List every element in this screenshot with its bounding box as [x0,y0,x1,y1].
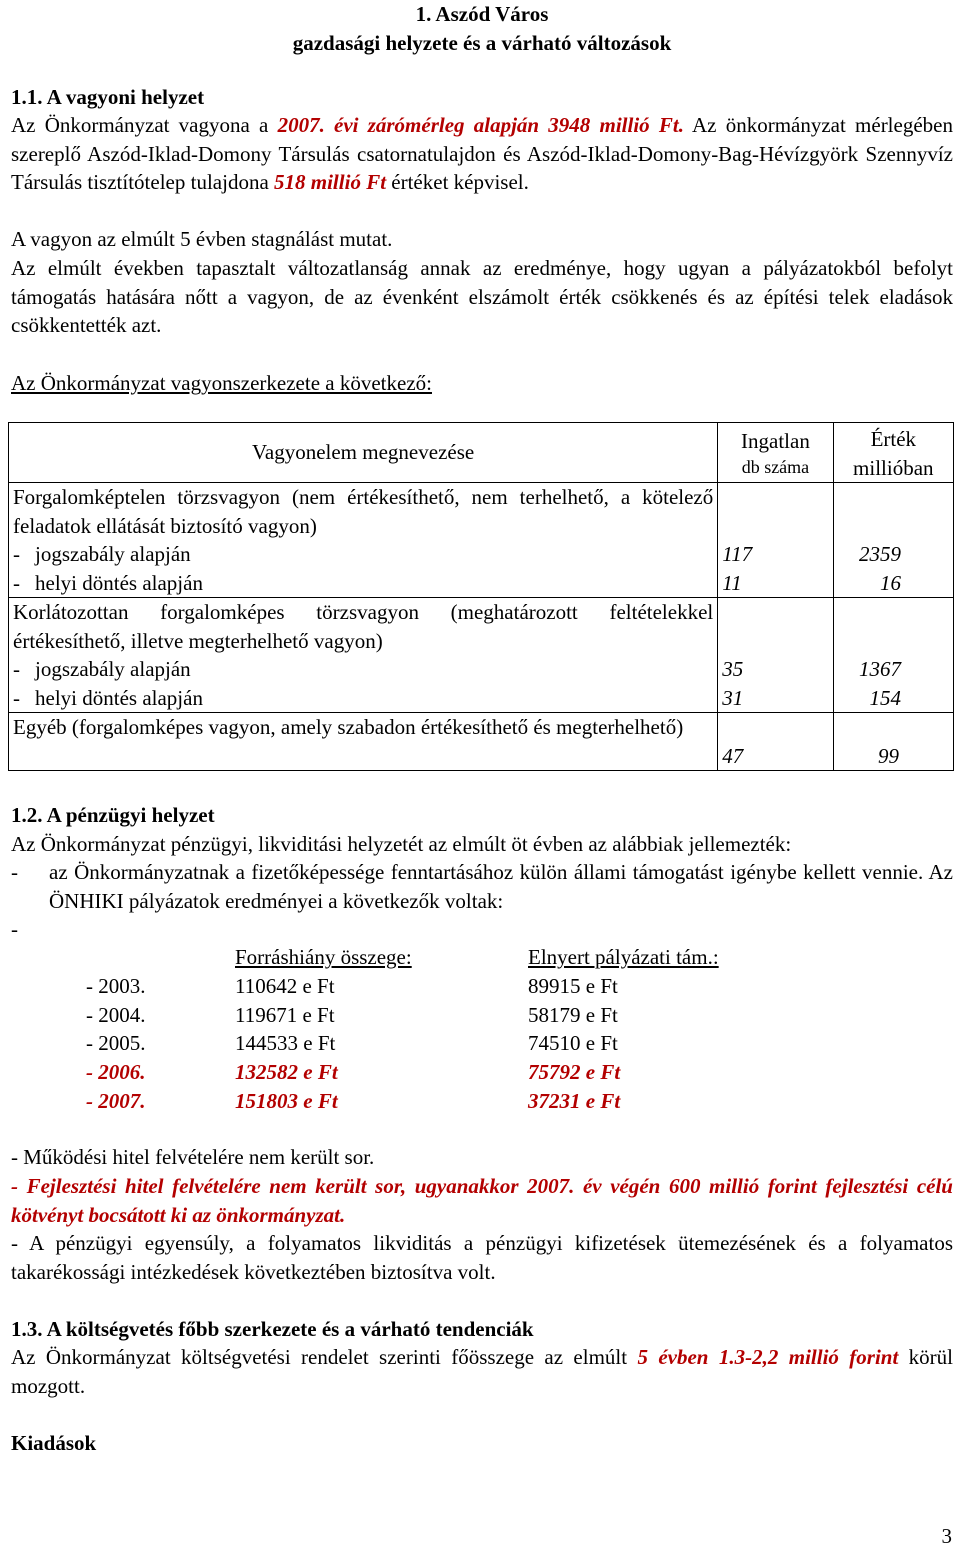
financial-intro: Az Önkormányzat pénzügyi, likviditási helyzetét az elmúlt öt évben az alábbiak jellemezték: [11,832,792,856]
asset-structure-table [8,422,954,771]
expenditures-heading: Kiadások [11,1431,97,1455]
title-line-2: gazdasági helyzete és a várható változások [292,30,672,55]
stagnation-sentence: A vagyon az elmúlt 5 évben stagnálást mutat. [11,227,393,251]
association-assets-highlight: 518 millió Ft [274,170,387,194]
section-1-3-heading: 1.3. A költségvetés főbb szerkezete és a várható tendenciák [11,1317,534,1341]
count-value: 11 [722,570,742,595]
grant-value: 37231 e Ft [528,1088,621,1113]
header-property-count: Ingatlan db száma [718,423,833,483]
onhiki-row [11,1001,953,1029]
row-description: Forgalomképtelen törzsvagyon (nem értékesíthető, nem terhelhető, a kötelező feladatok ellátását biztosító vagyon) [13,485,714,538]
onhiki-row [11,1029,953,1057]
table-row [9,483,954,598]
grant-value: 74510 e Ft [528,1031,618,1056]
count-value: 35 [722,657,744,681]
grant-column-header: Elnyert pályázati tám.: [528,945,719,969]
year-label: - 2004. [86,1002,146,1027]
shortfall-value: 144533 e Ft [235,1031,336,1056]
note-development-bond: - Fejlesztési hitel felvételére nem került sor, ugyanakkor 2007. év végén 600 millió forint fejlesztési célú kötvényt bocsátott ki az önkormányzat. [11,1174,953,1227]
bullet-dash: - [11,917,18,941]
onhiki-row [11,1058,953,1086]
count-value: 31 [722,685,744,710]
value-millions: 99 [878,743,899,768]
budget-paragraph: Az Önkormányzat költségvetési rendelet szerinti főösszege az elmúlt 5 évben 1.3-2,2 millió forint körül mozgott. [11,1345,953,1398]
header-value: Érték millióban [833,423,953,483]
budget-range-highlight: 5 évben 1.3-2,2 millió forint [637,1345,899,1369]
page-number: 3 [941,1524,952,1548]
row-description: Egyéb (forgalomképes vagyon, amely szabadon értékesíthető és megterhelhető) [13,715,684,739]
value-millions: 16 [880,570,901,595]
total-assets-highlight: 2007. évi zárómérleg alapján 3948 millió Ft. [277,113,684,137]
grant-value: 58179 e Ft [528,1002,618,1027]
onhiki-row [11,1087,953,1115]
title-line-1: 1. Aszód Város [415,2,549,26]
note-financial-balance: - A pénzügyi egyensúly, a folyamatos likviditás a pénzügyi kifizetések ütemezésének és a folyamatos takarékossági intézkedések következtében biztosítva volt. [11,1231,953,1284]
section-1-1-heading: 1.1. A vagyoni helyzet [11,85,205,109]
structure-label: Az Önkormányzat vagyonszerkezete a következő: [11,371,432,395]
value-millions: 154 [869,685,901,710]
note-operating-loan: - Működési hitel felvételére nem került sor. [11,1145,375,1169]
value-millions: 1367 [859,657,901,681]
assets-paragraph: Az Önkormányzat vagyona a 2007. évi zárómérleg alapján 3948 millió Ft. Az önkormányzat mérlegében szereplő Aszód-Iklad-Domony Társulás csatornatulajdon és Aszód-Iklad-Domony-Bag-Hévízgyörk Szennyvíz Társulás tisztítótelep tulajdona 518 millió Ft értéket képvisel. [11,113,953,194]
header-asset-name: Vagyonelem megnevezése [9,423,718,483]
bullet-state-support: - az Önkormányzatnak a fizetőképessége fenntartásához külön állami támogatást igénybe kellett vennie. Az ÖNHIKI pályázatok eredményei a következők voltak: [11,860,953,913]
table-row [9,713,954,771]
table-header-row [9,423,954,483]
year-label: - 2007. [86,1088,146,1113]
grant-value: 75792 e Ft [528,1060,621,1085]
value-millions: 2359 [859,542,901,566]
list-item: - jogszabály alapján [13,542,191,566]
shortfall-value: 110642 e Ft [235,974,335,998]
shortfall-column-header: Forráshiány összege: [235,945,412,969]
count-value: 47 [722,743,744,768]
onhiki-row [11,972,953,1000]
year-label: - 2006. [86,1060,146,1085]
shortfall-value: 151803 e Ft [235,1088,338,1113]
list-item: - jogszabály alapján [13,657,191,681]
shortfall-value: 119671 e Ft [235,1002,335,1027]
document-title [11,0,953,57]
list-item: - helyi döntés alapján [13,685,203,710]
shortfall-value: 132582 e Ft [235,1060,338,1085]
year-label: - 2003. [86,974,146,998]
explanation-paragraph: Az elmúlt években tapasztalt változatlanság annak az eredménye, hogy ugyan a pályázatokból befolyt támogatás hatására nőtt a vagyon, de az évenként elszámolt érték csökkenés és az építési telek eladások csökkentették azt. [11,256,953,337]
list-item: - helyi döntés alapján [13,570,203,595]
row-description: Korlátozottan forgalomképes törzsvagyon (meghatározott feltételekkel értékesíthető, illetve megterhelhető vagyon) [13,600,714,653]
year-label: - 2005. [86,1031,146,1056]
grant-value: 89915 e Ft [528,974,618,998]
count-value: 117 [722,542,753,566]
section-1-2-heading: 1.2. A pénzügyi helyzet [11,803,215,827]
table-row [9,598,954,713]
onhiki-header-row [11,943,953,971]
